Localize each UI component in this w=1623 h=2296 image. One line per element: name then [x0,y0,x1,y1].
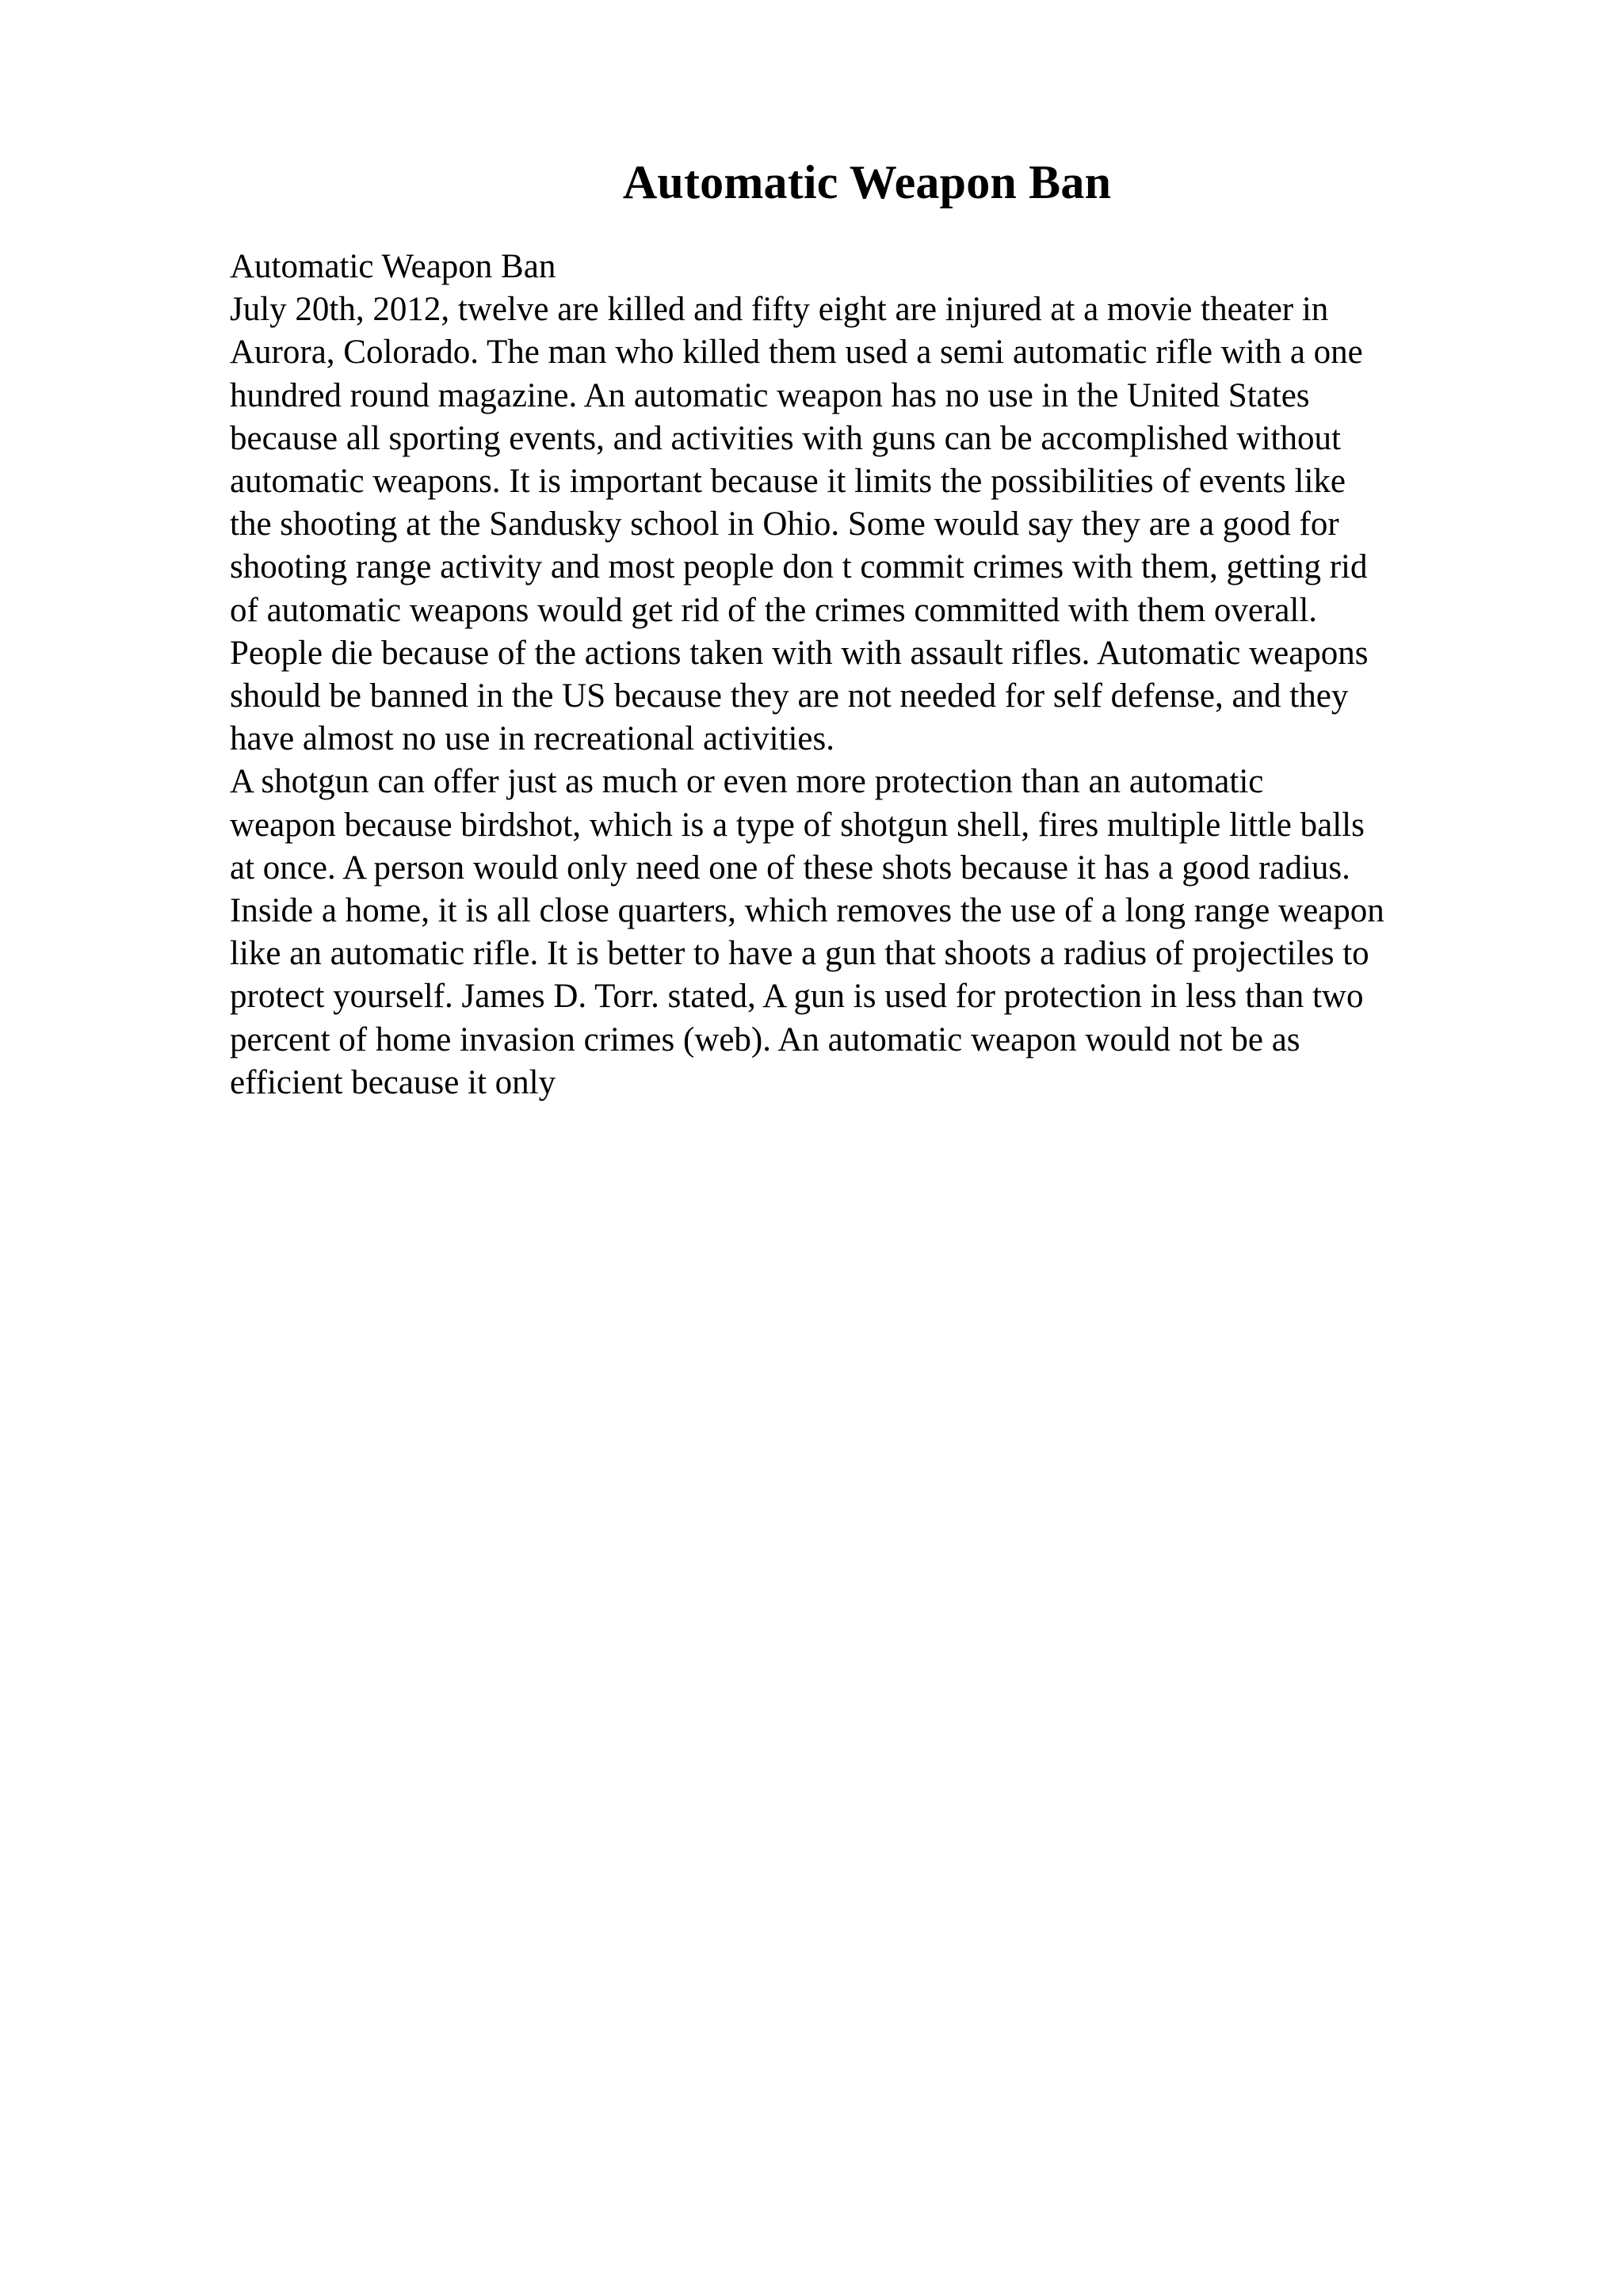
body-line: weapon because birdshot, which is a type of shotgun shell, fires multiple little balls [230,806,1365,844]
body-line: hundred round magazine. An automatic weapon has no use in the United States [230,376,1310,414]
body-line: have almost no use in recreational activities. [230,720,834,758]
body-line: should be banned in the US because they are not needed for self defense, and they [230,677,1349,715]
body-line: efficient because it only [230,1063,556,1101]
body-line: People die because of the actions taken with with assault rifles. Automatic weapons [230,634,1369,672]
body-line: at once. A person would only need one of these shots because it has a good radius. [230,849,1350,887]
document-subtitle: Automatic Weapon Ban [230,248,556,285]
body-line: Inside a home, it is all close quarters, which removes the use of a long range weapon [230,892,1384,930]
body-line: Aurora, Colorado. The man who killed them used a semi automatic rifle with a one [230,334,1363,372]
body-line: percent of home invasion crimes (web). An automatic weapon would not be as [230,1020,1300,1058]
document-title: Automatic Weapon Ban [622,156,1112,208]
body-line: because all sporting events, and activities with guns can be accomplished without [230,419,1341,457]
body-line: protect yourself. James D. Torr. stated, A gun is used for protection in less than two [230,978,1364,1016]
body-line: of automatic weapons would get rid of the crimes committed with them overall. [230,591,1318,629]
document-body [230,246,1498,1104]
body-line: shooting range activity and most people don t commit crimes with them, getting rid [230,548,1368,586]
body-line: automatic weapons. It is important because it limits the possibilities of events like [230,463,1346,501]
body-line: the shooting at the Sandusky school in Ohio. Some would say they are a good for [230,505,1339,543]
body-line: July 20th, 2012, twelve are killed and fifty eight are injured at a movie theater in [230,291,1329,329]
body-line: A shotgun can offer just as much or even more protection than an automatic [230,763,1264,801]
body-line: like an automatic rifle. It is better to have a gun that shoots a radius of projectiles to [230,935,1369,973]
